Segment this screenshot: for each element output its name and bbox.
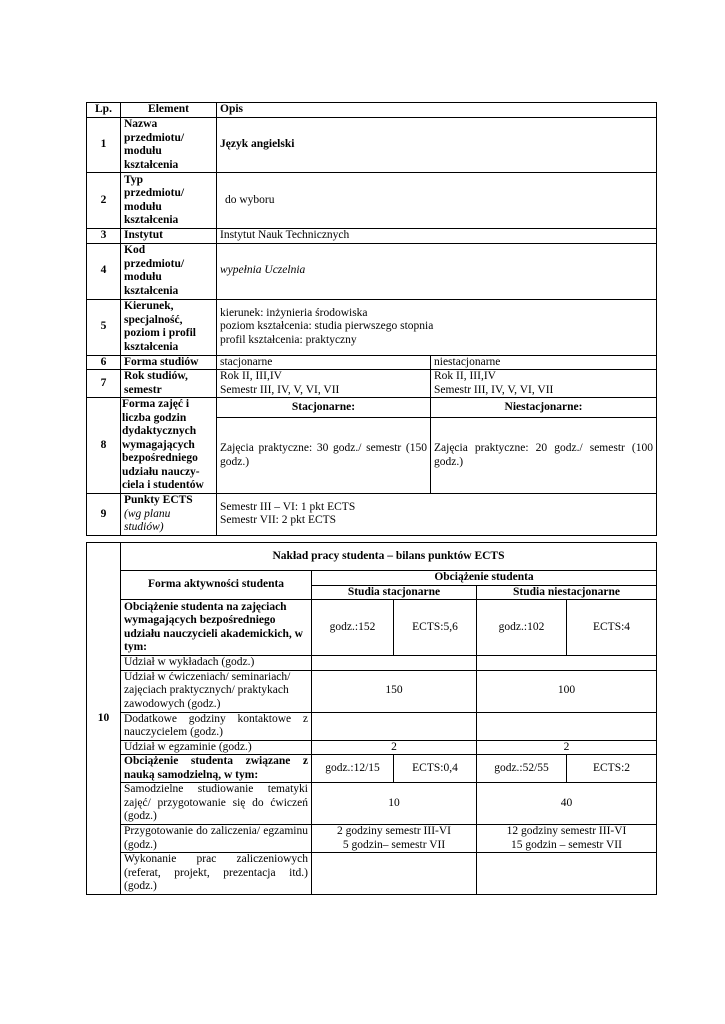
ects-stac-value	[312, 656, 477, 671]
ects-stac-hours: godz.:152	[312, 600, 394, 656]
row-value-niestacjonarne: niestacjonarne	[431, 355, 657, 370]
row-8-header-stacjonarne: Stacjonarne:	[217, 398, 431, 418]
row-element: Typ przedmiotu/ modułu kształcenia	[121, 173, 217, 229]
row-4	[87, 243, 657, 299]
info-table	[86, 102, 657, 536]
ects-stac-value	[312, 712, 477, 740]
ects-row-label: Przygotowanie do zaliczenia/ egzaminu (godz.)	[121, 825, 312, 853]
ects-row-label: Udział w ćwiczeniach/ seminariach/ zajęciach praktycznych/ praktykach zawodowych (godz.)	[121, 670, 312, 712]
row-number: 2	[87, 173, 121, 229]
header-niestacjonarne: Studia niestacjonarne	[477, 585, 657, 600]
ects-stac-value: 150	[312, 670, 477, 712]
row-element-title: Punkty ECTS	[124, 494, 193, 506]
ects-row-label: Udział w egzaminie (godz.)	[121, 740, 312, 755]
row-number: 6	[87, 355, 121, 370]
ects-row	[87, 656, 657, 671]
row-value-niestacjonarne: Rok II, III,IV Semestr III, IV, V, VI, VII	[431, 370, 657, 398]
ects-title: Nakład pracy studenta – bilans punktów ECTS	[121, 543, 657, 571]
row-7	[87, 370, 657, 398]
header-stacjonarne: Studia stacjonarne	[312, 585, 477, 600]
row-value-stacjonarne: Rok II, III,IV Semestr III, IV, V, VI, VII	[217, 370, 431, 398]
header-lp: Lp.	[87, 103, 121, 118]
ects-niestac-hours: godz.:52/55	[477, 755, 567, 783]
header-element: Element	[121, 103, 217, 118]
row-value-stacjonarne: stacjonarne	[217, 355, 431, 370]
row-number: 9	[87, 494, 121, 536]
ects-niestac-value: 2	[477, 740, 657, 755]
row-element	[121, 494, 217, 536]
ects-row	[87, 740, 657, 755]
ects-niestac-value	[477, 712, 657, 740]
ects-row	[87, 783, 657, 825]
ects-niestac-points: ECTS:2	[567, 755, 657, 783]
ects-niestac-value: 100	[477, 670, 657, 712]
row-number: 10	[87, 543, 121, 895]
row-value: wypełnia Uczelnia	[217, 243, 657, 299]
row-element: Nazwa przedmiotu/ modułu kształcenia	[121, 118, 217, 173]
ects-stac-value: 2 godziny semestr III-VI 5 godzin– semestr VII	[312, 825, 477, 853]
row-6	[87, 355, 657, 370]
ects-title-row	[87, 543, 657, 571]
row-number: 3	[87, 229, 121, 244]
ects-stac-hours: godz.:12/15	[312, 755, 394, 783]
row-8-header	[87, 398, 657, 418]
ects-row-label: Obciążenie studenta związane z nauką samodzielną, w tym:	[121, 755, 312, 783]
row-value: Semestr III – VI: 1 pkt ECTS Semestr VII: 2 pkt ECTS	[217, 494, 657, 536]
ects-row	[87, 600, 657, 656]
ects-niestac-points: ECTS:4	[567, 600, 657, 656]
row-element: Kierunek, specjalność, poziom i profil kształcenia	[121, 299, 217, 355]
row-number: 8	[87, 398, 121, 494]
ects-row	[87, 825, 657, 853]
row-1	[87, 118, 657, 173]
row-element: Instytut	[121, 229, 217, 244]
ects-row	[87, 755, 657, 783]
ects-row-label: Samodzielne studiowanie tematyki zajęć/ przygotowanie się do ćwiczeń (godz.)	[121, 783, 312, 825]
row-element: Forma zajęć i liczba godzin dydaktycznych wymagających bezpośredniego udziału nauczy- ciela i studentów	[121, 398, 217, 494]
row-5	[87, 299, 657, 355]
ects-row	[87, 853, 657, 895]
row-2	[87, 173, 657, 229]
row-value-niestacjonarne: Zajęcia praktyczne: 20 godz./ semestr (100 godz.)	[431, 418, 657, 494]
header-forma: Forma aktywności studenta	[121, 571, 312, 600]
header-row	[87, 103, 657, 118]
header-opis: Opis	[217, 103, 657, 118]
row-value: kierunek: inżynieria środowiska poziom kształcenia: studia pierwszego stopnia profil kształcenia: praktyczny	[217, 299, 657, 355]
ects-niestac-value	[477, 656, 657, 671]
ects-stac-points: ECTS:5,6	[394, 600, 477, 656]
ects-table	[86, 542, 657, 895]
row-value: do wyboru	[217, 173, 657, 229]
ects-niestac-hours: godz.:102	[477, 600, 567, 656]
row-element: Forma studiów	[121, 355, 217, 370]
row-element: Rok studiów, semestr	[121, 370, 217, 398]
row-number: 7	[87, 370, 121, 398]
row-value: Instytut Nauk Technicznych	[217, 229, 657, 244]
row-value: Język angielski	[217, 118, 657, 173]
row-value-stacjonarne: Zajęcia praktyczne: 30 godz./ semestr (150 godz.)	[217, 418, 431, 494]
header-obciazenie: Obciążenie studenta	[312, 571, 657, 586]
ects-niestac-value: 40	[477, 783, 657, 825]
row-9	[87, 494, 657, 536]
row-number: 5	[87, 299, 121, 355]
ects-row	[87, 712, 657, 740]
row-number: 1	[87, 118, 121, 173]
row-number: 4	[87, 243, 121, 299]
row-3	[87, 229, 657, 244]
ects-stac-points: ECTS:0,4	[394, 755, 477, 783]
row-element-note: (wg planu studiów)	[124, 507, 171, 533]
ects-row-label: Obciążenie studenta na zajęciach wymagających bezpośredniego udziału nauczycieli akademickich, w tym:	[121, 600, 312, 656]
ects-niestac-value: 12 godziny semestr III-VI 15 godzin – semestr VII	[477, 825, 657, 853]
ects-niestac-value	[477, 853, 657, 895]
ects-row-label: Dodatkowe godziny kontaktowe z nauczycielem (godz.)	[121, 712, 312, 740]
ects-row-label: Udział w wykładach (godz.)	[121, 656, 312, 671]
ects-row	[87, 670, 657, 712]
ects-stac-value: 2	[312, 740, 477, 755]
ects-stac-value	[312, 853, 477, 895]
ects-stac-value: 10	[312, 783, 477, 825]
ects-header-row	[87, 571, 657, 586]
row-8-header-niestacjonarne: Niestacjonarne:	[431, 398, 657, 418]
row-element: Kod przedmiotu/ modułu kształcenia	[121, 243, 217, 299]
ects-row-label: Wykonanie prac zaliczeniowych (referat, projekt, prezentacja itd.) (godz.)	[121, 853, 312, 895]
